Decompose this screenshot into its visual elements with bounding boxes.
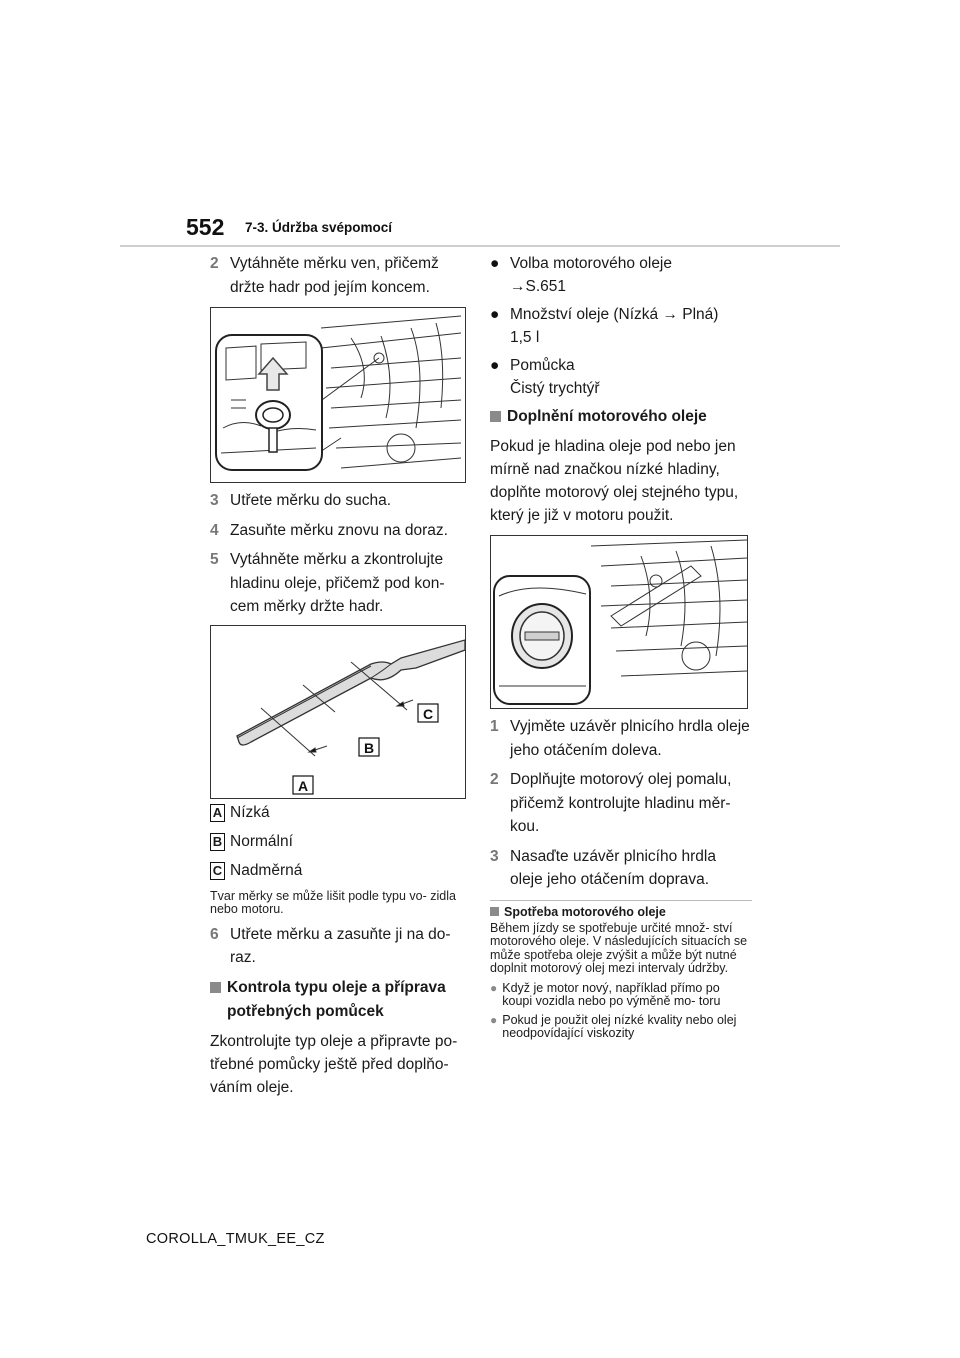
square-bullet-icon (490, 907, 499, 916)
step-1-remove-cap: 1 Vyjměte uzávěr plnicího hrdla oleje jeho otáčením doleva. (490, 718, 750, 759)
figure-oil-filler-cap (490, 535, 748, 709)
note-heading-oil-consumption: Spotřeba motorového oleje (490, 905, 752, 919)
step-5-check-level: 5 Vytáhněte měrku a zkontrolujte hladinu oleje, přičemž pod kon- cem měrky držte hadr. (210, 551, 445, 615)
square-bullet-icon (210, 982, 221, 993)
step-4-reinsert-dipstick: 4 Zasuňte měrku znovu na doraz. (210, 521, 448, 539)
note-bullet-low-quality-oil: ● Pokud je použit olej nízké kvality nebo olej neodpovídající viskozity (490, 1012, 737, 1040)
bullet-dot-icon: ● (490, 255, 500, 272)
step-3-wipe-dipstick: 3 Utřete měrku do sucha. (210, 492, 392, 509)
page-number: 552 (186, 214, 225, 240)
bullet-tool: ● Pomůcka Čistý trychtýř (490, 354, 752, 400)
step-2-pull-dipstick: 2 Vytáhněte měrku ven, přičemž držte hadr pod jejím koncem. (210, 255, 439, 296)
section-text-oil-type: Zkontrolujte typ oleje a připravte po- třebné pomůcky ještě před doplňo- váním oleje. (210, 1032, 458, 1096)
note-divider (490, 900, 752, 901)
left-column (210, 252, 472, 1105)
square-bullet-icon (490, 411, 501, 422)
footer-document-id: COROLLA_TMUK_EE_CZ (146, 1231, 325, 1247)
figure-dipstick-engine (210, 307, 466, 483)
chapter-title: 7-3. Údržba svépomocí (245, 220, 393, 235)
legend-excessive: C Nadměrná (210, 861, 472, 881)
bullet-oil-quantity: ● Množství oleje (Nízká → Plná) 1,5 l (490, 303, 752, 349)
bullet-dot-icon: ● (490, 306, 500, 323)
label-B: B (364, 739, 375, 756)
oil-filler-cap-illustration (491, 536, 747, 708)
legend-normal: B Normální (210, 832, 472, 852)
header-rule (120, 245, 840, 247)
section-text-add-oil: Pokud je hladina oleje pod nebo jen mírně nad značkou nízké hladiny, doplňte motorový olej stejného typu, který je již v motoru použit. (490, 438, 739, 524)
bullet-dot-icon: ● (490, 357, 500, 374)
bullet-dot-icon: ● (490, 1012, 498, 1027)
step-6-reinsert: 6 Utřete měrku a zasuňte ji na do- raz. (210, 925, 451, 966)
engine-dipstick-illustration (211, 308, 465, 482)
dipstick-shape-note: Tvar měrky se může lišit podle typu vo- zidla nebo motoru. (210, 888, 456, 916)
dipstick-levels-illustration (211, 626, 465, 798)
note-text-oil-consumption: Během jízdy se spotřebuje určité množ- ství motorového oleje. V následujících situacích se může spotřeba oleje zvýšit a může být nutné doplnit motorový olej mezi intervaly údržby. (490, 920, 748, 975)
label-C: C (423, 705, 434, 722)
step-2-add-oil: 2 Doplňujte motorový olej pomalu, přičemž kontrolujte hladinu měr- kou. (490, 771, 732, 835)
bullet-oil-choice: ● Volba motorového oleje →S.651 (490, 252, 752, 298)
bullet-dot-icon: ● (490, 980, 498, 995)
step-3-refit-cap: 3 Nasaďte uzávěr plnicího hrdla oleje jeho otáčením doprava. (490, 847, 716, 888)
legend-low: A Nízká (210, 803, 472, 823)
note-bullet-new-engine: ● Když je motor nový, například přímo po koupi vozidla nebo po výměně mo- toru (490, 980, 721, 1008)
label-A: A (298, 777, 309, 794)
section-heading-add-oil: Doplnění motorového oleje (490, 405, 752, 429)
section-heading-oil-type: Kontrola typu oleje a příprava potřebných pomůcek (210, 976, 472, 1024)
right-column (490, 252, 752, 1046)
figure-dipstick-levels (210, 625, 466, 799)
